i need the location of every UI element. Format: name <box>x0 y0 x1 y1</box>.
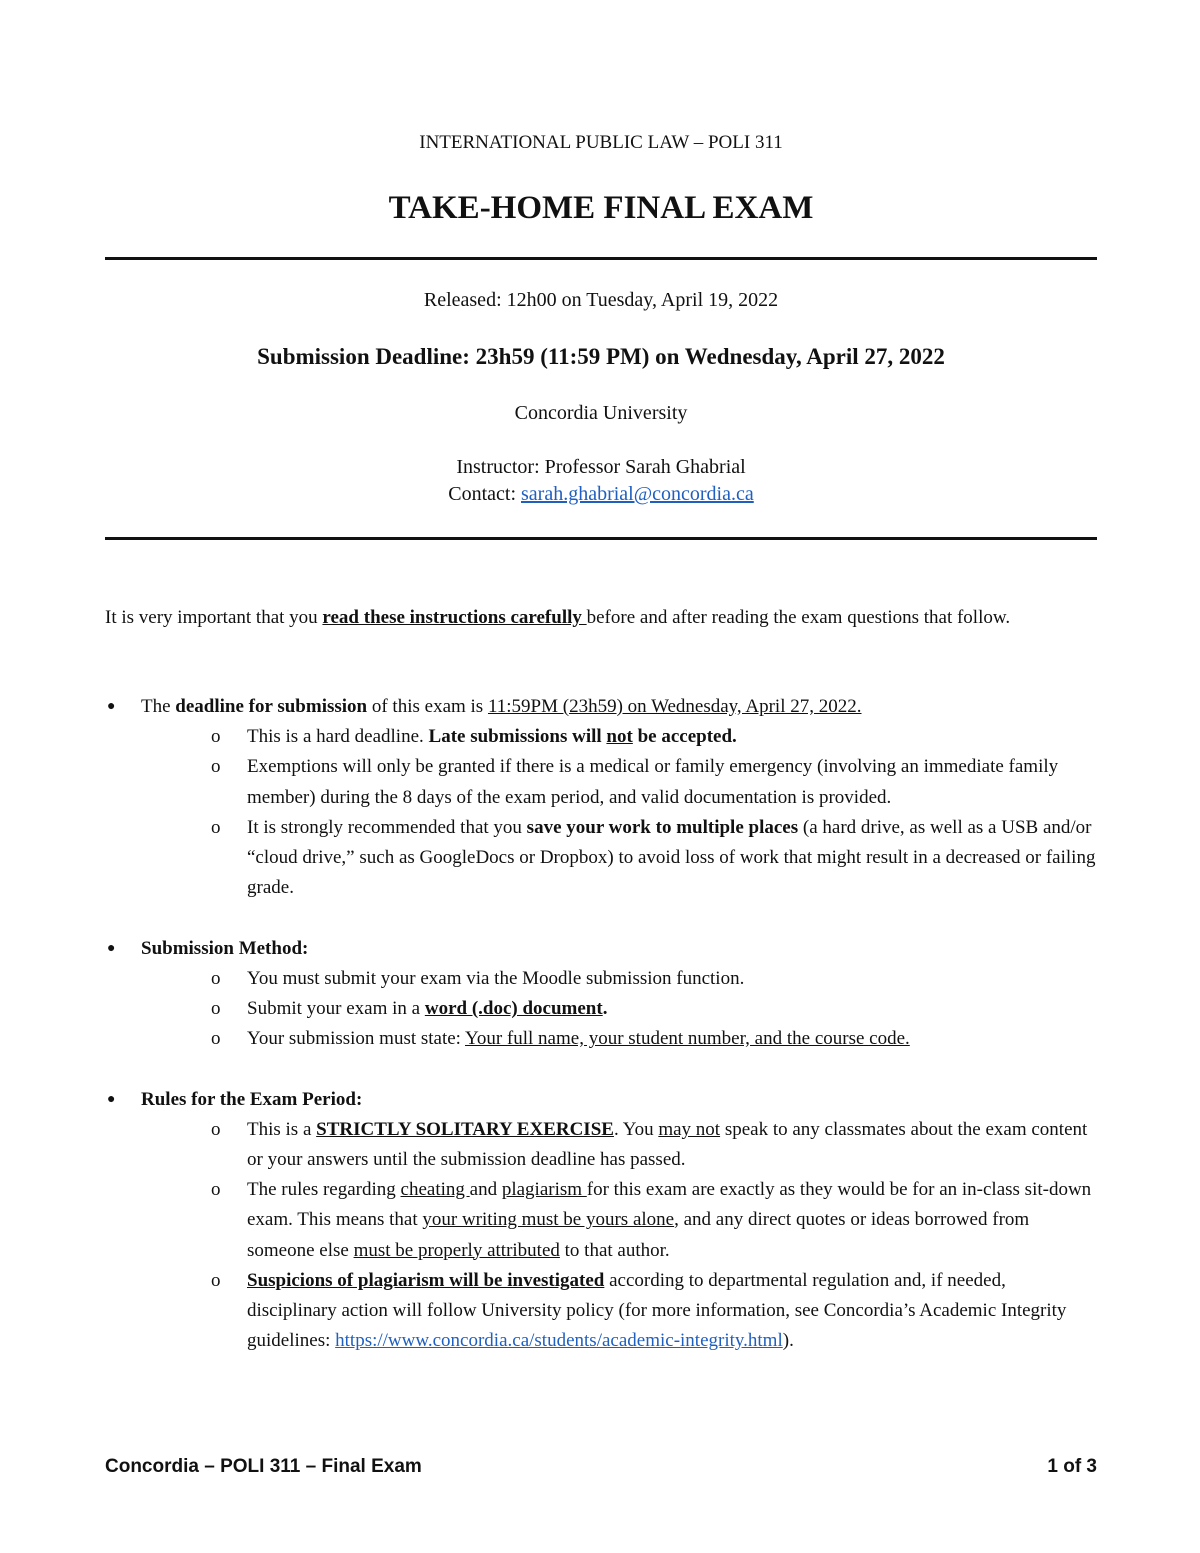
sub-item-cheating <box>141 1175 1097 1266</box>
save-text: It is strongly recommended that you <box>247 816 527 838</box>
sub-item-moodle <box>141 964 1097 994</box>
sub-item-hard-deadline <box>141 722 1097 752</box>
cheat-plagiarism: plagiarism <box>501 1179 587 1201</box>
susp-bold: Suspicions of plagiarism will be investigated <box>247 1269 605 1291</box>
sub-bullet-icon: o <box>211 816 221 838</box>
contact-label: Contact: <box>448 483 521 505</box>
word-bold: word (.doc) document <box>424 998 603 1020</box>
intro-emphasis: read these instructions carefully <box>322 607 587 628</box>
deadline-text-mid: of this exam is <box>367 696 488 717</box>
cheat-cheating: cheating <box>400 1179 470 1201</box>
solitary-text-mid: . You <box>613 1118 659 1140</box>
cheat-text-mid: for this exam are exactly as they would be for an in-class sit-down exam. This means that <box>247 1179 1092 1231</box>
exemptions-text: Exemptions will only be granted if there is a medical or family emergency (involving an immediate family member) during the 8 days of the exam period, and valid documentation is provided. <box>247 756 1059 808</box>
intro-paragraph <box>105 603 1097 633</box>
hard-bold-end: be accepted. <box>632 726 737 748</box>
cheat-text-end: to that author. <box>559 1239 670 1261</box>
sub-bullet-icon: o <box>211 1269 221 1291</box>
instruction-list <box>105 692 1097 1356</box>
deadline-text: The <box>141 696 176 717</box>
susp-text-end: ). <box>782 1330 794 1352</box>
list-item-deadline <box>105 692 1097 903</box>
cheat-yours-alone: your writing must be yours alone <box>422 1209 675 1231</box>
hard-text: This is a hard deadline. <box>247 726 429 748</box>
save-text-end: (a hard drive, as well as a USB and/or “cloud drive,” such as GoogleDocs or Dropbox) to avoid loss of work that might result in a decreased or failing grade. <box>247 816 1096 899</box>
solitary-text-end: speak to any classmates about the exam content or your answers until the submission deadline has passed. <box>247 1118 1088 1171</box>
save-bold: save your work to multiple places <box>526 816 799 838</box>
sub-item-state <box>141 1024 1097 1054</box>
cheat-and: and <box>469 1179 502 1201</box>
method-sublist <box>141 964 1097 1055</box>
deadline-bold: deadline for submission <box>175 696 368 717</box>
rules-title: Rules for the Exam Period: <box>141 1088 363 1110</box>
university-name: Concordia University <box>514 402 688 424</box>
contact-email-link[interactable]: sarah.ghabrial@concordia.ca <box>521 483 754 505</box>
list-item-rules <box>105 1085 1097 1357</box>
cheat-attributed: must be properly attributed <box>353 1239 560 1261</box>
word-text: Submit your exam in a <box>247 998 425 1020</box>
intro-text: It is very important that you <box>105 607 323 628</box>
instructor-name: Instructor: Professor Sarah Ghabrial <box>456 456 746 478</box>
deadline-date: 11:59PM (23h59) on Wednesday, April 27, 2022. <box>487 696 862 717</box>
cheat-text-mid2: , and any direct quotes or ideas borrowed from someone else <box>247 1209 1030 1261</box>
list-item-submission-method <box>105 934 1097 1055</box>
solitary-text: This is a <box>247 1118 317 1140</box>
word-text-end: . <box>602 998 608 1020</box>
cheat-text: The rules regarding <box>247 1179 401 1201</box>
state-underlined: Your full name, your student number, and the course code. <box>465 1028 910 1050</box>
bullet-icon: ● <box>107 1091 116 1107</box>
intro-text-end: before and after reading the exam questions that follow. <box>586 607 1011 628</box>
exam-title: TAKE-HOME FINAL EXAM <box>388 190 814 226</box>
academic-integrity-link[interactable]: https://www.concordia.ca/students/academic-integrity.html <box>335 1330 783 1352</box>
hard-not: not <box>606 726 633 748</box>
bullet-icon: ● <box>107 699 116 714</box>
submission-deadline: Submission Deadline: 23h59 (11:59 PM) on Wednesday, April 27, 2022 <box>257 344 945 369</box>
course-heading: INTERNATIONAL PUBLIC LAW – POLI 311 <box>419 132 783 153</box>
sub-bullet-icon: o <box>211 967 221 989</box>
contact-line <box>105 483 1097 506</box>
sub-item-save-work <box>141 813 1097 904</box>
sub-item-suspicions <box>141 1266 1097 1357</box>
sub-bullet-icon: o <box>211 998 221 1020</box>
state-text: Your submission must state: <box>247 1028 466 1050</box>
rules-sublist <box>141 1115 1097 1357</box>
release-date: Released: 12h00 on Tuesday, April 19, 2022 <box>423 289 779 311</box>
hard-bold: Late submissions will <box>428 726 607 748</box>
sub-item-solitary <box>141 1115 1097 1175</box>
sub-item-word-doc <box>141 994 1097 1024</box>
deadline-sublist <box>141 722 1097 903</box>
sub-bullet-icon: o <box>211 1118 221 1140</box>
page-number: 1 of 3 <box>1047 1456 1097 1477</box>
method-title: Submission Method: <box>141 937 309 959</box>
sub-item-exemptions <box>141 752 1097 812</box>
divider-bottom <box>105 537 1097 540</box>
sub-bullet-icon: o <box>211 726 221 748</box>
susp-text: according to departmental regulation and, if needed, disciplinary action will follow University policy (for more information, see Concordia’s Academic Integrity guidelines: <box>247 1269 1067 1352</box>
bullet-icon: ● <box>107 940 116 956</box>
solitary-bold: STRICTLY SOLITARY EXERCISE <box>316 1118 614 1140</box>
sub-bullet-icon: o <box>211 756 221 778</box>
sub-bullet-icon: o <box>211 1179 221 1201</box>
solitary-may-not: may not <box>658 1118 721 1140</box>
footer-title: Concordia – POLI 311 – Final Exam <box>105 1456 422 1477</box>
moodle-text: You must submit your exam via the Moodle submission function. <box>247 967 745 989</box>
sub-bullet-icon: o <box>211 1028 221 1050</box>
divider-top <box>105 257 1097 260</box>
